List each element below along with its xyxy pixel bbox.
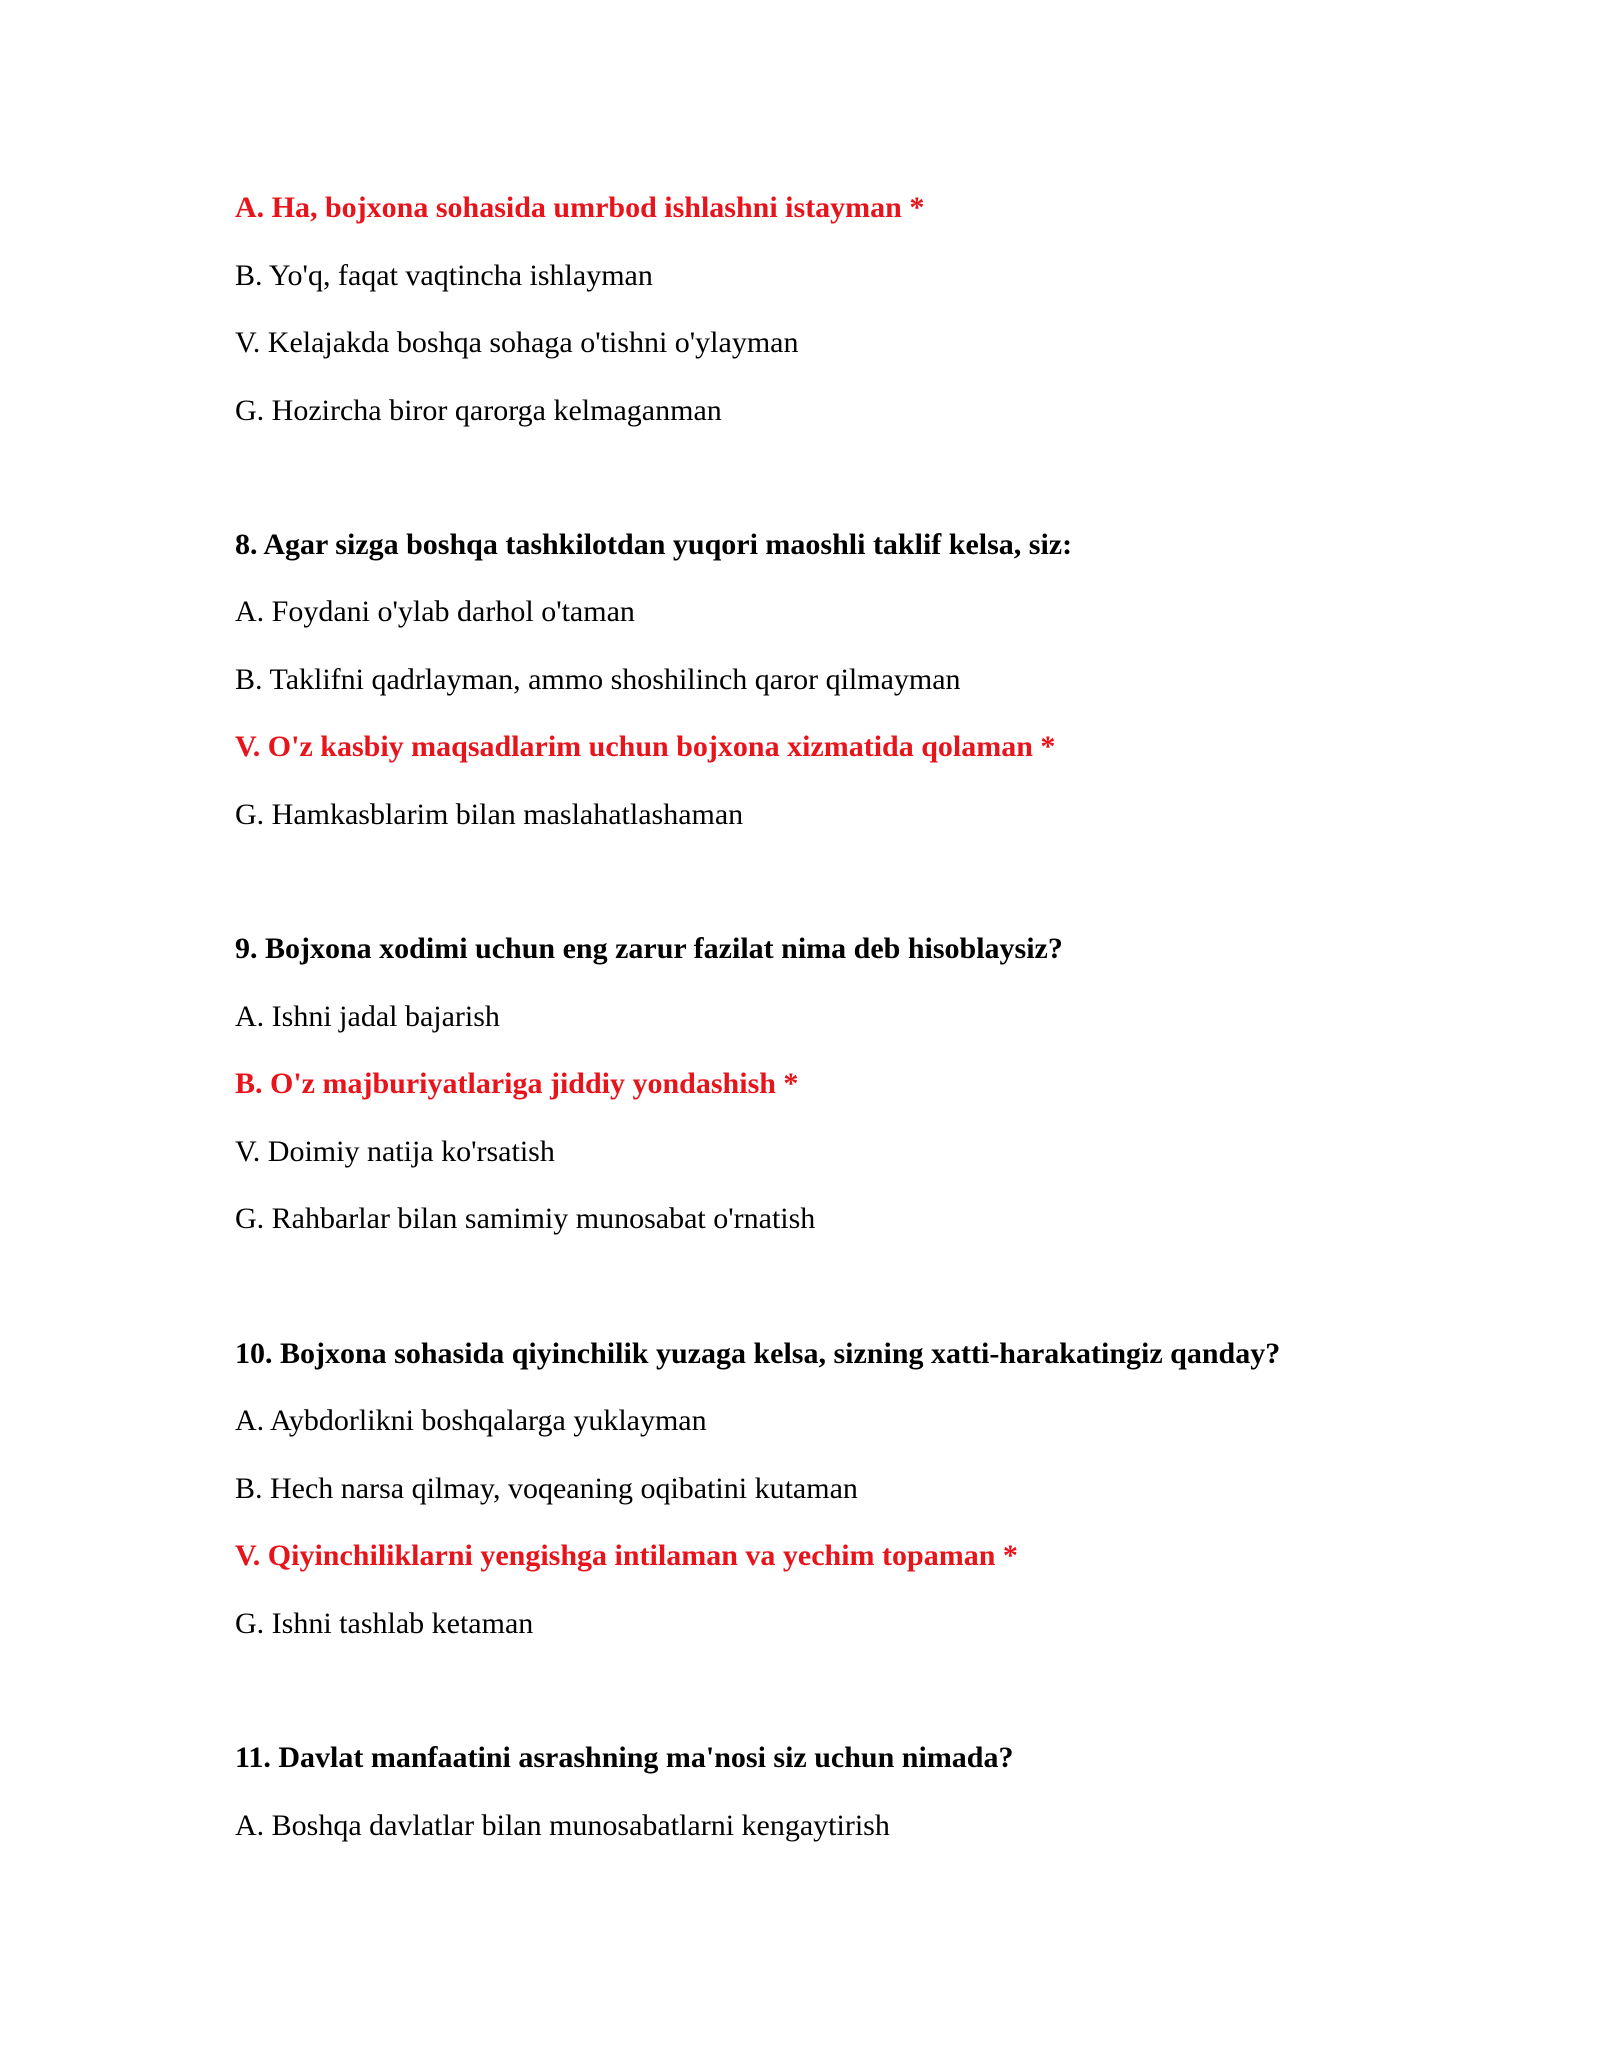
answer-option-correct: V. O'z kasbiy maqsadlarim uchun bojxona xizmatida qolaman * [235,730,1056,763]
answer-option: V. Doimiy natija ko'rsatish [235,1135,555,1168]
answer-option: G. Ishni tashlab ketaman [235,1607,534,1640]
answer-option-correct: A. Ha, bojxona sohasida umrbod ishlashni istayman * [235,191,925,224]
question-9: 9. Bojxona xodimi uchun eng zarur fazilat nima deb hisoblaysiz? [235,932,1063,965]
answer-option: G. Rahbarlar bilan samimiy munosabat o'rnatish [235,1202,816,1235]
answer-option: A. Ishni jadal bajarish [235,1000,500,1033]
answer-option: A. Boshqa davlatlar bilan munosabatlarni kengaytirish [235,1809,890,1842]
answer-option: A. Foydani o'ylab darhol o'taman [235,595,635,628]
answer-option: B. Taklifni qadrlayman, ammo shoshilinch qaror qilmayman [235,663,961,696]
answer-option-correct: B. O'z majburiyatlariga jiddiy yondashish * [235,1067,799,1100]
question-11: 11. Davlat manfaatini asrashning ma'nosi siz uchun nimada? [235,1741,1014,1774]
question-8: 8. Agar sizga boshqa tashkilotdan yuqori maoshli taklif kelsa, siz: [235,528,1073,561]
question-10: 10. Bojxona sohasida qiyinchilik yuzaga kelsa, sizning xatti-harakatingiz qanday? [235,1337,1281,1370]
answer-option: A. Aybdorlikni boshqalarga yuklayman [235,1404,707,1437]
answer-option-correct: V. Qiyinchiliklarni yengishga intilaman va yechim topaman * [235,1539,1018,1572]
answer-option: G. Hamkasblarim bilan maslahatlashaman [235,798,744,831]
answer-option: B. Hech narsa qilmay, voqeaning oqibatini kutaman [235,1472,858,1505]
answer-option: G. Hozircha biror qarorga kelmaganman [235,394,722,427]
answer-option: V. Kelajakda boshqa sohaga o'tishni o'ylayman [235,326,799,359]
answer-option: B. Yo'q, faqat vaqtincha ishlayman [235,259,653,292]
